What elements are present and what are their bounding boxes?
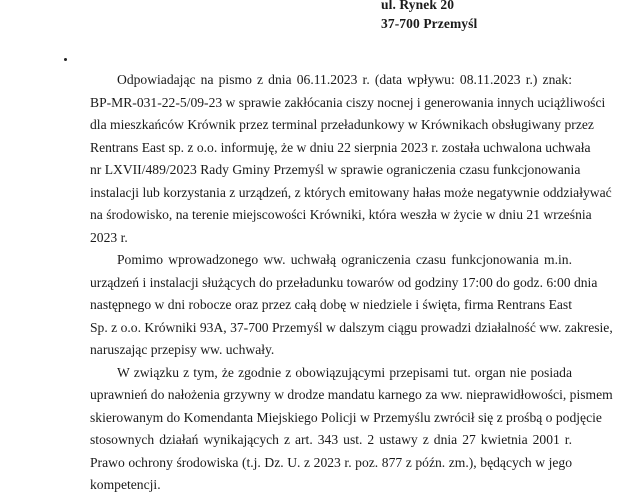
paragraph-line: naruszając przepisy ww. uchwały.: [90, 342, 275, 357]
paragraph-line: Odpowiadając na pismo z dnia 06.11.2023 r. (data wpływu: 08.11.2023 r.) znak:: [117, 72, 572, 87]
address-street: ul. Rynek 20: [381, 0, 455, 12]
address-city: 37-700 Przemyśl: [381, 16, 478, 31]
paragraph-line: nr LXVII/489/2023 Rady Gminy Przemyśl w sprawie ograniczenia czasu funkcjonowania: [90, 162, 581, 177]
paragraph-line: Sp. z o.o. Krówniki 93A, 37-700 Przemyśl w dalszym ciągu prowadzi działalność ww. zakresie,: [90, 320, 613, 335]
paragraph-line: kompetencji.: [90, 477, 161, 492]
paragraph-line: na środowisko, na terenie miejscowości Krówniki, która weszła w życie w dniu 21 września: [90, 207, 592, 222]
paragraph-line: Prawo ochrony środowiska (t.j. Dz. U. z 2023 r. poz. 877 z późn. zm.), będących w jego: [90, 455, 572, 470]
paragraph-line: BP-MR-031-22-5/09-23 w sprawie zakłócania ciszy nocnej i generowania innych uciążliwości: [90, 95, 606, 110]
paragraph-line: W związku z tym, że zgodnie z obowiązującymi przepisami tut. organ nie posiada: [117, 365, 572, 380]
paragraph-line: następnego w dni robocze oraz przez całą dobę w niedziele i święta, firma Rentrans East: [90, 297, 572, 312]
paragraph-line: instalacji lub korzystania z urządzeń, z których emitowany hałas może negatywnie oddziaływać: [90, 185, 612, 200]
paragraph-line: Rentrans East sp. z o.o. informuję, że w dniu 22 sierpnia 2023 r. została uchwalona uchwała: [90, 140, 591, 155]
paragraph-line: stosownych działań wynikających z art. 343 ust. 2 ustawy z dnia 27 kwietnia 2001 r.: [90, 432, 572, 447]
bullet-mark: [64, 58, 67, 61]
paragraph-line: uprawnień do nałożenia grzywny w drodze mandatu karnego za ww. nieprawidłowości, pismem: [90, 387, 613, 402]
paragraph-line: dla mieszkańców Krównik przez terminal przeładunkowy w Krównikach obsługiwany przez: [90, 117, 594, 132]
paragraph-line: Pomimo wprowadzonego ww. uchwałą ograniczenia czasu funkcjonowania m.in.: [117, 252, 572, 267]
paragraph-line: 2023 r.: [90, 230, 128, 245]
paragraph-line: skierowanym do Komendanta Miejskiego Policji w Przemyślu zwrócił się z prośbą o podjęcie: [90, 410, 602, 425]
paragraph-line: urządzeń i instalacji służących do przeładunku towarów od godziny 17:00 do godz. 6:00 dnia: [90, 275, 598, 290]
